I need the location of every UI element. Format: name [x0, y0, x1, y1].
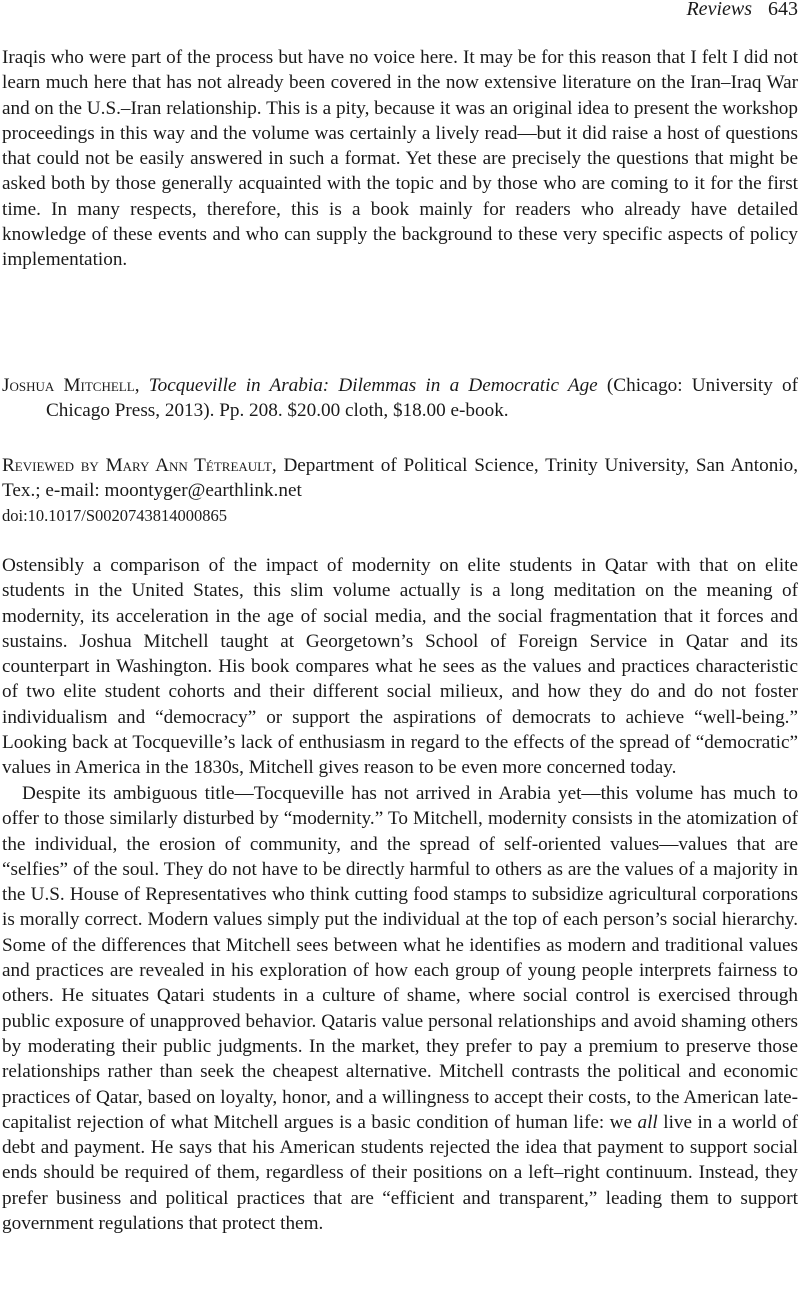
running-head-section: Reviews	[686, 0, 752, 20]
reviewer-affiliation: Department of Political Science, Trinity University, San Antonio, Tex.; e-mail: moontyger@earthlink.net	[2, 455, 799, 502]
paragraph-2-text-before: Despite its ambiguous title—Tocqueville has not arrived in Arabia yet—this volume has much to offer to those similarly disturbed by “modernity.” To Mitchell, modernity consists in the atomization of the individual, the erosion of community, and the spread of self-oriented values—values that are “selfies” of the soul. They do not have to be directly harmful to others as are the values of a majority in the U.S. House of Representatives who think cutting food stamps to subsidize agricultural corporations is morally correct. Modern values simply put the individual at the top of each person’s social hierarchy. Some of the differences that Mitchell sees between what he identifies as modern and traditional values and practices are revealed in his exploration of how each group of young people interprets fairness to others. He situates Qatari students in a culture of shame, where social control is exercised through public exposure of unapproved behavior. Qataris value personal relationships and avoid shaming others by moderating their public judgments. In the market, they prefer to pay a premium to preserve those relationships rather than seek the cheapest alternative. Mitchell contrasts the political and economic practices of Qatar, based on loyalty, honor, and a willingness to accept their costs, to the American late-capitalist rejection of what Mitchell argues is a basic condition of human life: we	[2, 783, 798, 1133]
paragraph-2-text-after: live in a world of debt and payment. He says that his American students rejected the idea that payment to support social ends should be required of them, regardless of their positions on a left–right continuum. Instead, they prefer business and political practices that are “efficient and transparent,” leading them to support government regulations that protect them.	[2, 1111, 799, 1235]
running-head	[686, 0, 798, 21]
review-paragraph-2	[2, 781, 798, 1236]
page-number: 643	[768, 0, 798, 20]
reviewed-by-label: Reviewed by	[2, 455, 99, 476]
paragraph-2-emphasis: all	[637, 1111, 658, 1133]
review-paragraph-1: Ostensibly a comparison of the impact of modernity on elite students in Qatar with that on elite students in the United States, this slim volume actually is a long meditation on the meaning of modernity, its acceleration in the age of social media, and the social fragmentation that it forces and sustains. Joshua Mitchell taught at Georgetown’s School of Foreign Service in Qatar and its counterpart in Washington. His book compares what he sees as the values and practices characteristic of two elite student cohorts and their different social milieux, and how they do and do not foster individualism and “democracy” or support the aspirations of democrats to achieve “well-being.” Looking back at Tocqueville’s lack of enthusiasm in regard to the effects of the spread of “democratic” values in America in the 1830s, Mitchell gives reason to be even more concerned today.	[2, 555, 798, 779]
reviewer-name: Mary Ann Tétreault	[105, 455, 272, 476]
book-title: Tocqueville in Arabia: Dilemmas in a Democratic Age	[148, 375, 598, 396]
book-citation: Joshua Mitchell, Tocqueville in Arabia: Dilemmas in a Democratic Age (Chicago: University of Chicago Press, 2013). Pp. 208. $20.00 cloth, $18.00 e-book.	[2, 375, 799, 422]
reviewer-byline: Reviewed by Mary Ann Tétreault, Department of Political Science, Trinity University, San Antonio, Tex.; e-mail: moontyger@earthlink.net	[2, 455, 799, 502]
book-publication: (Chicago: University of Chicago Press, 2013). Pp. 208. $20.00 cloth, $18.00 e-book.	[46, 375, 799, 422]
book-author: Joshua Mitchell	[2, 375, 135, 396]
previous-review-closing-paragraph: Iraqis who were part of the process but have no voice here. It may be for this reason that I felt I did not learn much here that has not already been covered in the now extensive literature on the Iran–Iraq War and on the U.S.–Iran relationship. This is a pity, because it was an original idea to present the workshop proceedings in this way and the volume was certainly a lively read—but it did raise a host of questions that could not be easily answered in such a format. Yet these are precisely the questions that might be asked both by those generally acquainted with the topic and by those who are coming to it for the first time. In many respects, therefore, this is a book mainly for readers who already have detailed knowledge of these events and who can supply the background to these very specific aspects of policy implementation.	[2, 47, 798, 271]
doi: doi:10.1017/S0020743814000865	[2, 506, 228, 525]
